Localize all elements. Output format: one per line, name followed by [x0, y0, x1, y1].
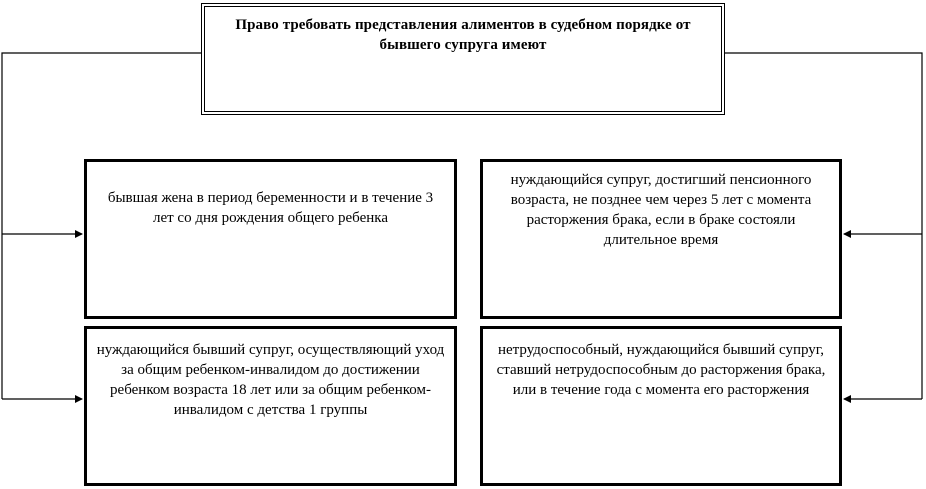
diagram-title: Право требовать представления алиментов в судебном порядке от бывшего супруга имеют	[235, 17, 691, 53]
box-disabled-spouse-text: нетрудоспособный, нуждающийся бывший супруг, ставший нетрудоспособным до расторжения брака, или в течение года с момента его расторжения	[496, 342, 826, 398]
box-disabled-spouse	[480, 326, 842, 486]
box-pension-age-spouse	[480, 159, 842, 319]
box-disabled-child-caregiver-text: нуждающийся бывший супруг, осуществляющий уход за общим ребенком-инвалидом до достижении ребенком возраста 18 лет или за общим ребенком-инвалидом с детства 1 группы	[96, 342, 445, 418]
diagram-title-box	[201, 3, 725, 115]
box-pregnant-former-wife	[84, 159, 457, 319]
box-pension-age-spouse-text: нуждающийся супруг, достигший пенсионного возраста, не позднее чем через 5 лет с момента расторжения брака, если в браке состояли длительное время	[510, 172, 812, 248]
box-disabled-child-caregiver	[84, 326, 457, 486]
box-pregnant-former-wife-text: бывшая жена в период беременности и в течение 3 лет со дня рождения общего ребенка	[107, 190, 434, 226]
